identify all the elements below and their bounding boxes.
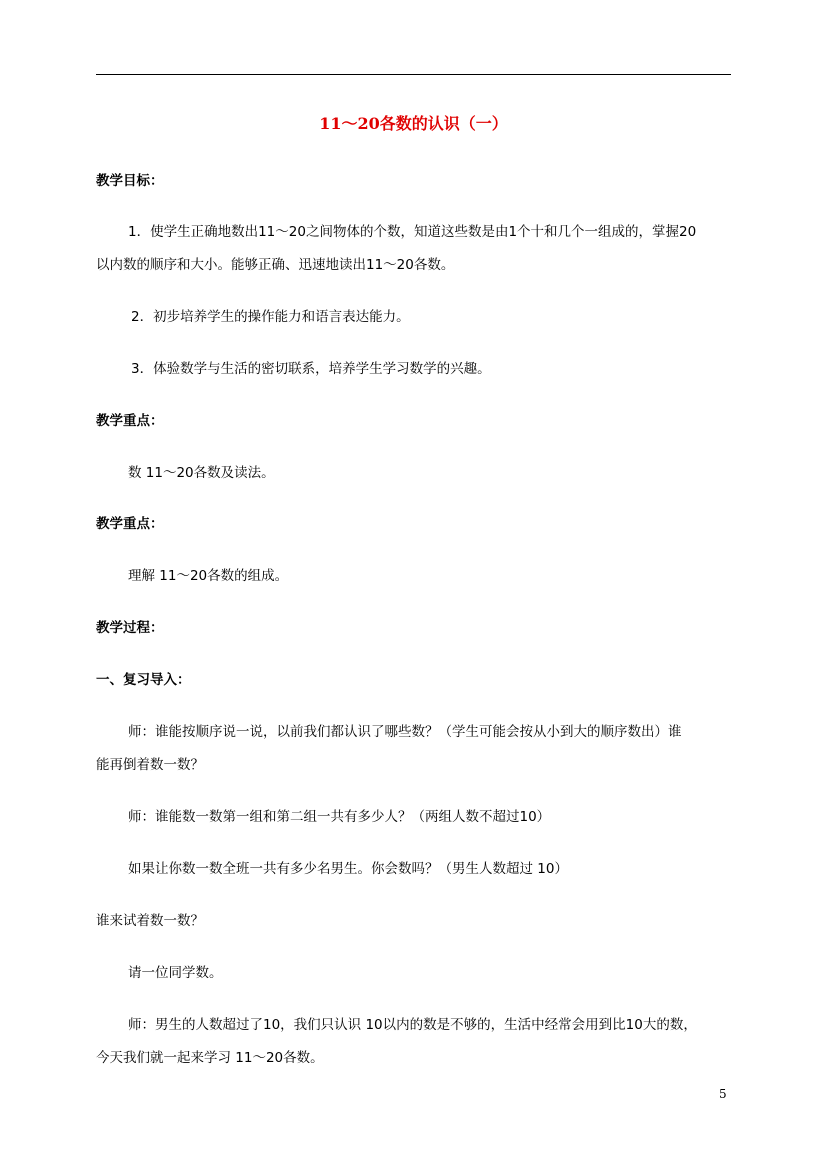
key-point-text: 数 11～20各数及读法。 — [128, 465, 275, 481]
teacher-summary-line-1: 师：男生的人数超过了10，我们只认识 10以内的数是不够的，生活中经常会用到比10大的数， — [128, 1017, 697, 1033]
teacher-question-3-continued: 谁来试着数一数？ — [96, 913, 204, 929]
teacher-summary-line-2: 今天我们就一起来学习 11～20各数。 — [96, 1050, 324, 1066]
objective-1-line-2: 以内数的顺序和大小。能够正确、迅速地读出11～20各数。 — [96, 257, 455, 273]
header-rule — [96, 74, 731, 75]
subsection-heading-review: 一、复习导入： — [96, 672, 191, 688]
objective-2: 2．初步培养学生的操作能力和语言表达能力。 — [131, 309, 410, 325]
section-heading-key-points-2: 教学重点： — [96, 516, 164, 532]
teacher-question-2: 师：谁能数一数第一组和第二组一共有多少人？（两组人数不超过10） — [128, 809, 551, 825]
section-heading-process: 教学过程： — [96, 620, 164, 636]
section-heading-objectives: 教学目标： — [96, 173, 164, 189]
teacher-question-1-line-1: 师：谁能按顺序说一说，以前我们都认识了哪些数？（学生可能会按从小到大的顺序数出）谁 — [128, 724, 682, 740]
page-number: 5 — [719, 1087, 727, 1101]
student-count-instruction: 请一位同学数。 — [128, 965, 223, 981]
teacher-question-1-line-2: 能再倒着数一数？ — [96, 757, 204, 773]
key-point-2-text: 理解 11～20各数的组成。 — [128, 568, 289, 584]
document-title: 11～20各数的认识（一） — [319, 114, 508, 133]
objective-3: 3．体验数学与生活的密切联系，培养学生学习数学的兴趣。 — [131, 361, 491, 377]
teacher-question-3: 如果让你数一数全班一共有多少名男生。你会数吗？（男生人数超过 10） — [128, 861, 568, 877]
section-heading-key-points: 教学重点： — [96, 413, 164, 429]
objective-1-line-1: 1．使学生正确地数出11～20之间物体的个数，知道这些数是由1个十和几个一组成的，掌握20 — [128, 224, 697, 240]
